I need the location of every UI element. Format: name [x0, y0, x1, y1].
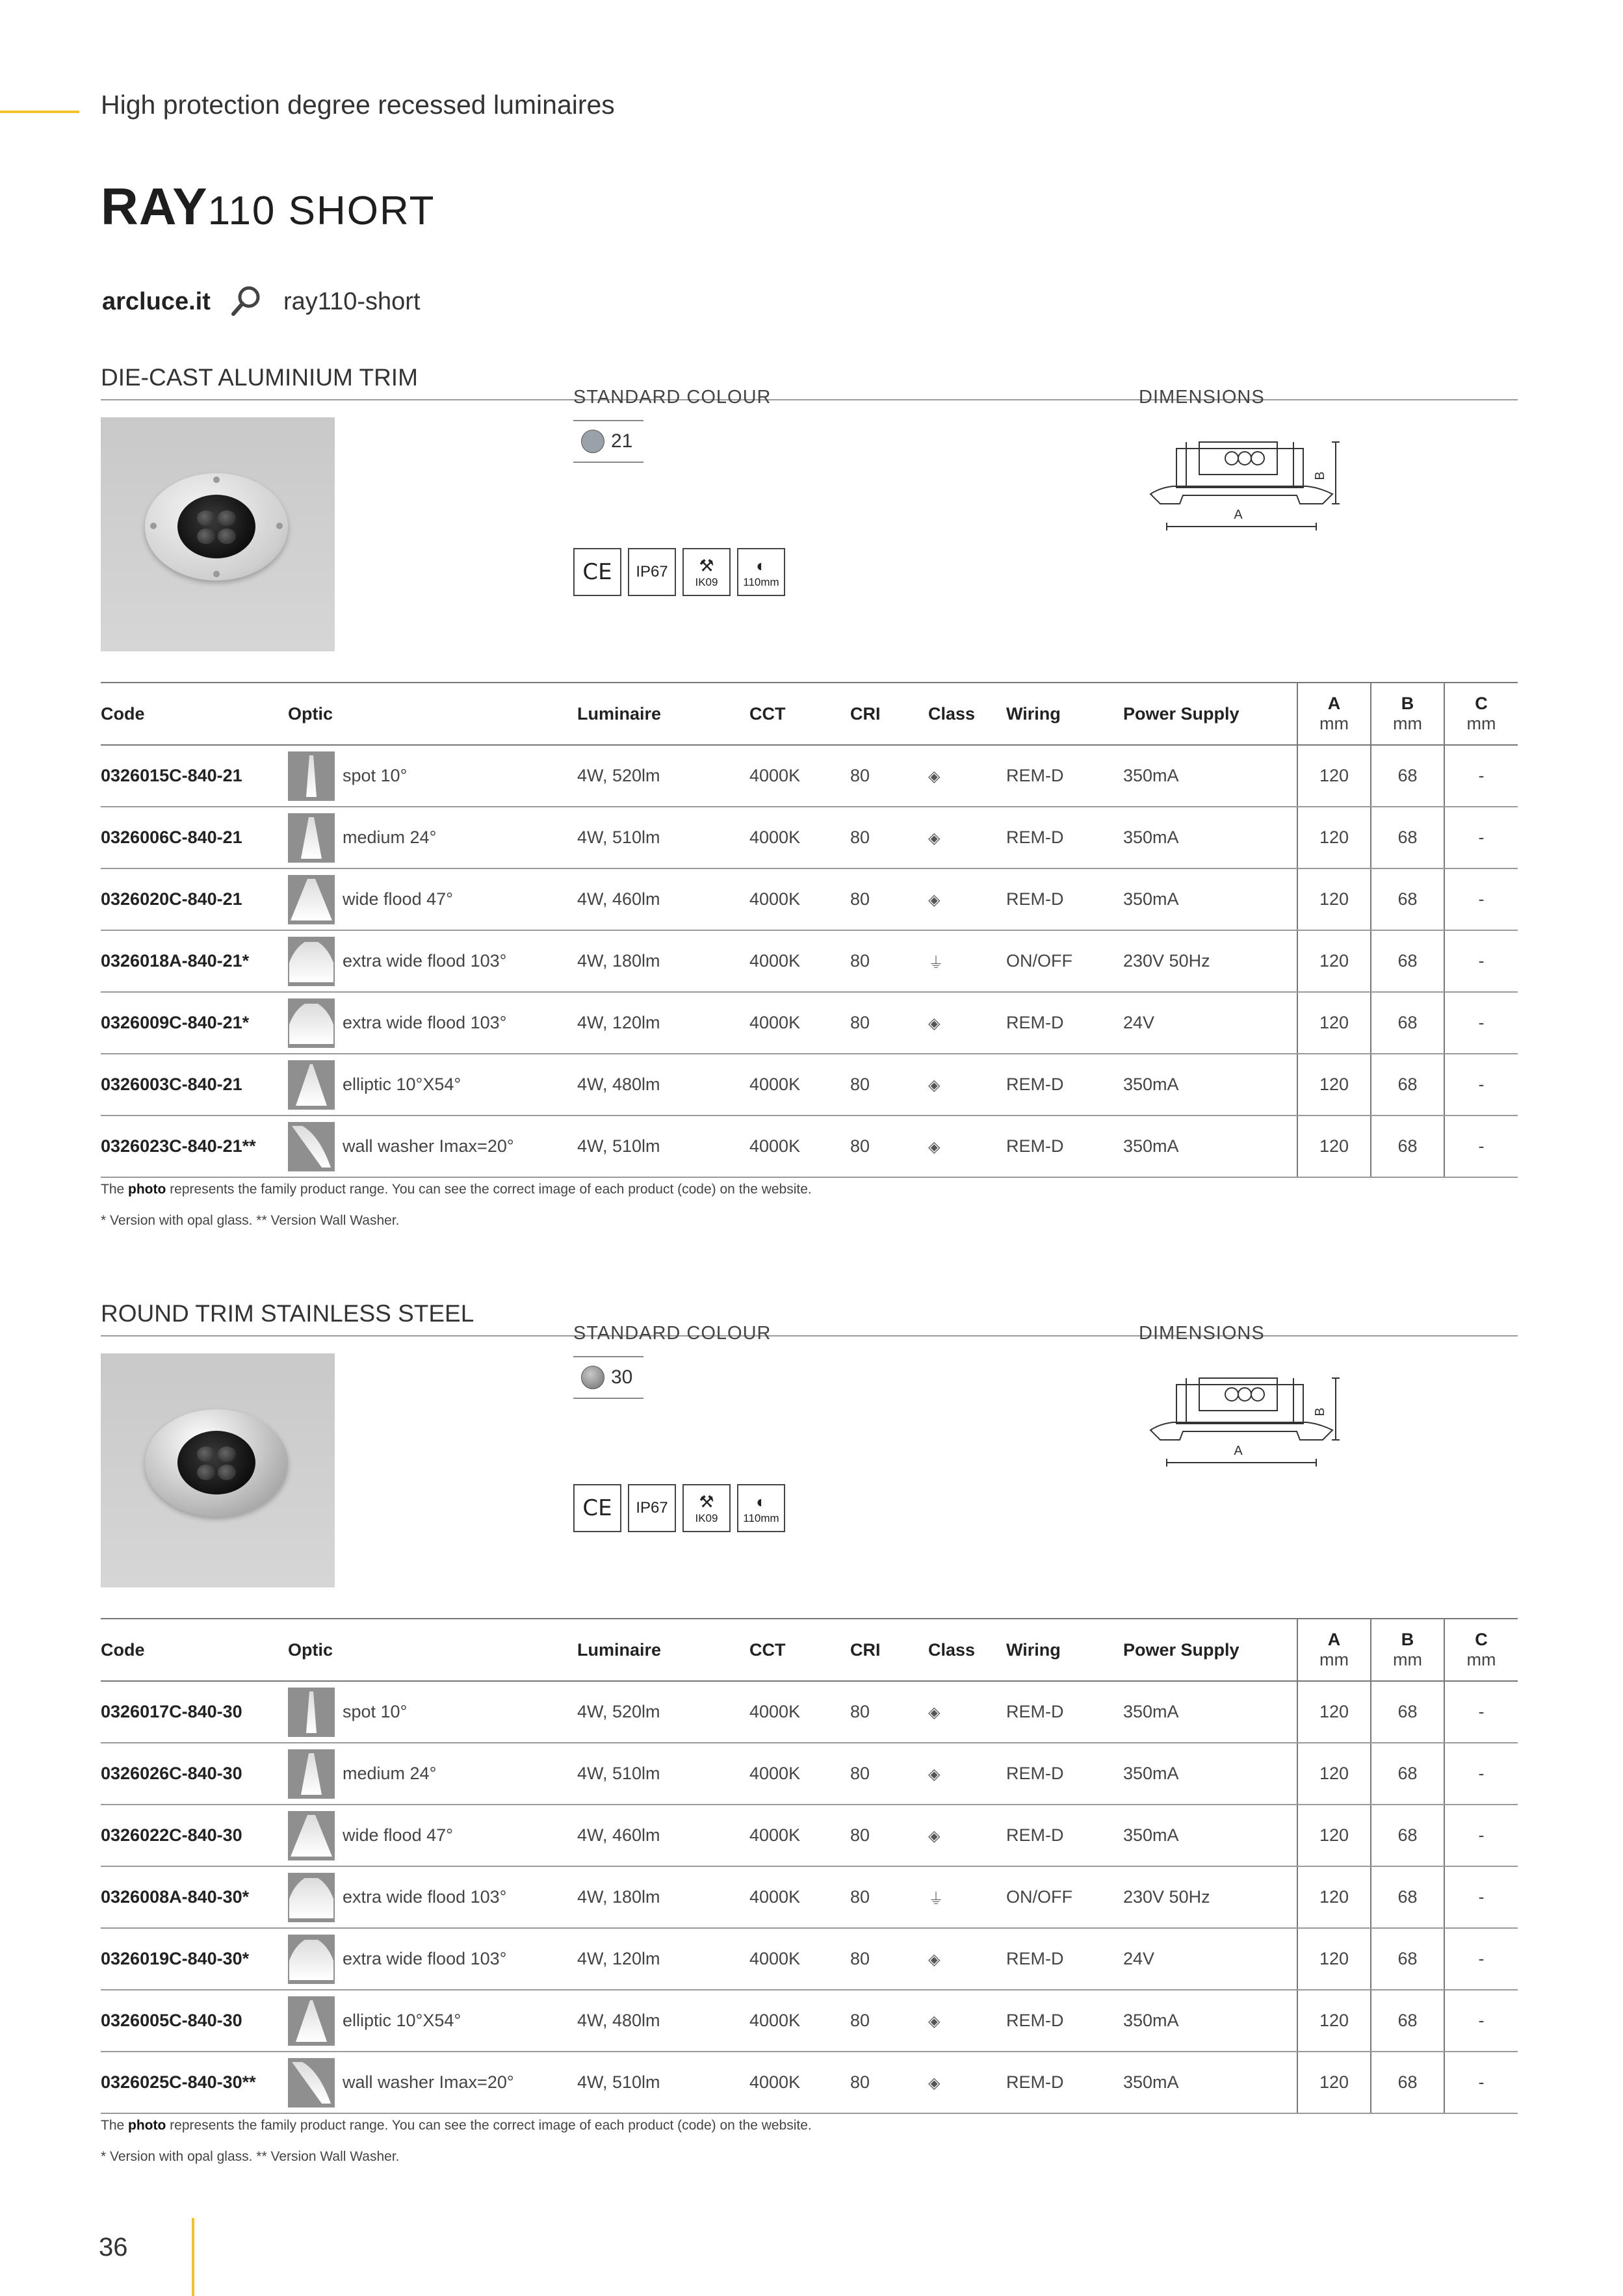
optic-label: extra wide flood 103°: [343, 1013, 507, 1032]
wiring-value: REM-D: [1006, 745, 1123, 807]
colour-code: 30: [611, 1366, 633, 1388]
dim-c-value: -: [1444, 1928, 1518, 1990]
table-row: [101, 807, 1518, 868]
class-iii-icon: ◈: [928, 1115, 1006, 1177]
col-optic: Optic: [288, 683, 577, 745]
ik-rating-icon: ⚒ IK09: [682, 1484, 731, 1532]
wiring-value: REM-D: [1006, 1805, 1123, 1866]
wiring-value: REM-D: [1006, 1990, 1123, 2052]
product-title-light: 110 SHORT: [207, 189, 435, 233]
cct-value: 4000K: [749, 807, 850, 868]
power-value: 350mA: [1123, 1054, 1297, 1115]
col-code: Code: [101, 683, 288, 745]
optic-label: elliptic 10°X54°: [343, 2011, 461, 2030]
optic-label: spot 10°: [343, 1702, 408, 1721]
product-photo: [101, 1353, 335, 1587]
col-wiring: Wiring: [1006, 683, 1123, 745]
power-value: 350mA: [1123, 745, 1297, 807]
col-luminaire: Luminaire: [577, 683, 749, 745]
wiring-value: REM-D: [1006, 1054, 1123, 1115]
dimensions-label: DIMENSIONS: [1139, 387, 1265, 408]
hole-size-icon: ◐ 110mm: [737, 548, 785, 596]
certification-icons: [573, 1484, 785, 1532]
dim-a-value: 120: [1297, 1115, 1371, 1177]
dim-c-value: -: [1444, 1743, 1518, 1805]
cct-value: 4000K: [749, 930, 850, 992]
power-value: 230V 50Hz: [1123, 1866, 1297, 1928]
dim-b-value: 68: [1371, 1928, 1444, 1990]
luminaire-value: 4W, 510lm: [577, 1743, 749, 1805]
power-value: 230V 50Hz: [1123, 930, 1297, 992]
ce-mark-icon: CE: [573, 1484, 621, 1532]
optic-beam-icon: [288, 1935, 335, 1984]
table-row: [101, 1681, 1518, 1743]
dim-b-label: B: [1313, 1407, 1327, 1416]
optic-beam-icon: [288, 1688, 335, 1737]
class-i-icon: ⏚: [928, 930, 1006, 992]
dim-a-value: 120: [1297, 1928, 1371, 1990]
col-luminaire: Luminaire: [577, 1619, 749, 1681]
cri-value: 80: [850, 1681, 928, 1743]
optic-cell: [288, 1928, 577, 1990]
colour-dot: [581, 430, 604, 453]
optic-beam-icon: [288, 937, 335, 986]
wiring-value: REM-D: [1006, 807, 1123, 868]
product-code[interactable]: 0326023C-840-21**: [101, 1115, 288, 1177]
ip-rating-icon: IP67: [628, 1484, 676, 1532]
product-code[interactable]: 0326022C-840-30: [101, 1805, 288, 1866]
optic-label: wall washer Imax=20°: [343, 1136, 514, 1156]
optic-cell: [288, 1054, 577, 1115]
optic-beam-icon: [288, 875, 335, 924]
product-code[interactable]: 0326009C-840-21*: [101, 992, 288, 1054]
wiring-value: REM-D: [1006, 1928, 1123, 1990]
wiring-value: REM-D: [1006, 2052, 1123, 2113]
dim-a-value: 120: [1297, 868, 1371, 930]
cct-value: 4000K: [749, 1805, 850, 1866]
version-note: * Version with opal glass. ** Version Wall Washer.: [101, 1213, 400, 1228]
optic-label: wide flood 47°: [343, 889, 453, 909]
power-value: 350mA: [1123, 807, 1297, 868]
optic-label: elliptic 10°X54°: [343, 1075, 461, 1094]
ce-mark-icon: CE: [573, 548, 621, 596]
class-iii-icon: ◈: [928, 1990, 1006, 2052]
dim-c-value: -: [1444, 1990, 1518, 2052]
product-title: [101, 177, 435, 237]
optic-label: medium 24°: [343, 828, 437, 847]
dim-b-value: 68: [1371, 2052, 1444, 2113]
section-title: ROUND TRIM STAINLESS STEEL: [101, 1300, 1518, 1337]
wiring-value: REM-D: [1006, 868, 1123, 930]
dim-a-value: 120: [1297, 930, 1371, 992]
cct-value: 4000K: [749, 1054, 850, 1115]
optic-cell: [288, 992, 577, 1054]
col-a: A mm: [1297, 1619, 1371, 1681]
optic-beam-icon: [288, 1749, 335, 1799]
optic-label: medium 24°: [343, 1764, 437, 1783]
col-b: B mm: [1371, 683, 1444, 745]
cri-value: 80: [850, 1054, 928, 1115]
class-iii-icon: ◈: [928, 1743, 1006, 1805]
dim-c-value: -: [1444, 807, 1518, 868]
cct-value: 4000K: [749, 1115, 850, 1177]
luminaire-value: 4W, 480lm: [577, 1990, 749, 2052]
product-code[interactable]: 0326025C-840-30**: [101, 2052, 288, 2113]
hole-size-icon: ◐ 110mm: [737, 1484, 785, 1532]
cri-value: 80: [850, 807, 928, 868]
power-value: 350mA: [1123, 1990, 1297, 2052]
col-cri: CRI: [850, 683, 928, 745]
optic-label: extra wide flood 103°: [343, 951, 507, 971]
page-number: 36: [99, 2233, 128, 2262]
optic-beam-icon: [288, 998, 335, 1048]
dim-c-value: -: [1444, 1866, 1518, 1928]
table-row: [101, 1743, 1518, 1805]
product-code[interactable]: 0326020C-840-21: [101, 868, 288, 930]
dim-c-value: -: [1444, 745, 1518, 807]
col-c: C mm: [1444, 1619, 1518, 1681]
wiring-value: REM-D: [1006, 1681, 1123, 1743]
col-b: B mm: [1371, 1619, 1444, 1681]
dim-b-value: 68: [1371, 745, 1444, 807]
power-value: 24V: [1123, 992, 1297, 1054]
table-row: [101, 2052, 1518, 2113]
class-iii-icon: ◈: [928, 1805, 1006, 1866]
cct-value: 4000K: [749, 1681, 850, 1743]
dimensions-drawing: [1134, 429, 1349, 559]
class-iii-icon: ◈: [928, 807, 1006, 868]
col-wiring: Wiring: [1006, 1619, 1123, 1681]
table-row: [101, 1990, 1518, 2052]
class-iii-icon: ◈: [928, 1928, 1006, 1990]
optic-label: extra wide flood 103°: [343, 1949, 507, 1968]
col-class: Class: [928, 683, 1006, 745]
dim-b-label: B: [1313, 471, 1327, 480]
product-code[interactable]: 0326019C-840-30*: [101, 1928, 288, 1990]
class-i-icon: ⏚: [928, 1866, 1006, 1928]
power-value: 350mA: [1123, 868, 1297, 930]
cri-value: 80: [850, 1805, 928, 1866]
cri-value: 80: [850, 1115, 928, 1177]
version-note: * Version with opal glass. ** Version Wall Washer.: [101, 2149, 400, 2164]
dim-b-value: 68: [1371, 1115, 1444, 1177]
luminaire-value: 4W, 510lm: [577, 1115, 749, 1177]
luminaire-value: 4W, 510lm: [577, 807, 749, 868]
optic-beam-icon: [288, 1060, 335, 1110]
dim-c-value: -: [1444, 1115, 1518, 1177]
dim-b-value: 68: [1371, 1681, 1444, 1743]
table-body: [101, 1681, 1518, 2113]
table-header-row: [101, 683, 1518, 745]
col-class: Class: [928, 1619, 1006, 1681]
table-body: [101, 745, 1518, 1177]
cri-value: 80: [850, 1743, 928, 1805]
power-value: 350mA: [1123, 1115, 1297, 1177]
class-iii-icon: ◈: [928, 868, 1006, 930]
table-row: [101, 1115, 1518, 1177]
luminaire-value: 4W, 120lm: [577, 992, 749, 1054]
section-stainless-steel: [101, 1300, 1518, 2171]
dim-b-value: 68: [1371, 1866, 1444, 1928]
dim-a-label: A: [1234, 508, 1243, 522]
product-photo: [101, 417, 335, 651]
colour-swatch: [573, 420, 643, 463]
cct-value: 4000K: [749, 1743, 850, 1805]
luminaire-value: 4W, 120lm: [577, 1928, 749, 1990]
cct-value: 4000K: [749, 868, 850, 930]
product-code[interactable]: 0326008A-840-30*: [101, 1866, 288, 1928]
ik-rating-icon: ⚒ IK09: [682, 548, 731, 596]
photo-note: The photo represents the family product range. You can see the correct image of each product (code) on the website.: [101, 2118, 812, 2133]
optic-cell: [288, 1866, 577, 1928]
section-title: DIE-CAST ALUMINIUM TRIM: [101, 364, 1518, 400]
class-iii-icon: ◈: [928, 2052, 1006, 2113]
dim-b-value: 68: [1371, 807, 1444, 868]
luminaire-value: 4W, 180lm: [577, 1866, 749, 1928]
dim-c-value: -: [1444, 1805, 1518, 1866]
cct-value: 4000K: [749, 1928, 850, 1990]
dim-b-value: 68: [1371, 1743, 1444, 1805]
power-value: 24V: [1123, 1928, 1297, 1990]
dim-c-value: -: [1444, 1681, 1518, 1743]
website-link[interactable]: arcluce.it: [102, 288, 211, 315]
optic-cell: [288, 1681, 577, 1743]
ip-rating-icon: IP67: [628, 548, 676, 596]
product-code[interactable]: 0326003C-840-21: [101, 1054, 288, 1115]
optic-beam-icon: [288, 751, 335, 801]
table-row: [101, 868, 1518, 930]
cri-value: 80: [850, 992, 928, 1054]
power-value: 350mA: [1123, 1805, 1297, 1866]
search-query[interactable]: ray110-short: [283, 288, 421, 315]
dim-a-value: 120: [1297, 1990, 1371, 2052]
luminaire-value: 4W, 520lm: [577, 745, 749, 807]
cri-value: 80: [850, 930, 928, 992]
optic-cell: [288, 1990, 577, 2052]
product-code[interactable]: 0326006C-840-21: [101, 807, 288, 868]
dim-b-value: 68: [1371, 868, 1444, 930]
optic-cell: [288, 868, 577, 930]
col-cri: CRI: [850, 1619, 928, 1681]
luminaire-image: [145, 1409, 288, 1517]
table-header-row: [101, 1619, 1518, 1681]
class-iii-icon: ◈: [928, 745, 1006, 807]
optic-cell: [288, 2052, 577, 2113]
col-c: C mm: [1444, 683, 1518, 745]
col-power: Power Supply: [1123, 683, 1297, 745]
class-iii-icon: ◈: [928, 1681, 1006, 1743]
product-table: [101, 1618, 1518, 2114]
table-row: [101, 745, 1518, 807]
optic-label: wall washer Imax=20°: [343, 2072, 514, 2092]
colour-swatch: [573, 1356, 643, 1399]
cri-value: 80: [850, 2052, 928, 2113]
luminaire-image: [145, 473, 288, 581]
optic-label: spot 10°: [343, 766, 408, 785]
optic-cell: [288, 1743, 577, 1805]
dim-c-value: -: [1444, 992, 1518, 1054]
dim-a-value: 120: [1297, 745, 1371, 807]
cri-value: 80: [850, 745, 928, 807]
dim-a-value: 120: [1297, 1681, 1371, 1743]
dim-c-value: -: [1444, 930, 1518, 992]
dim-a-value: 120: [1297, 1743, 1371, 1805]
table-row: [101, 930, 1518, 992]
luminaire-value: 4W, 180lm: [577, 930, 749, 992]
class-iii-icon: ◈: [928, 992, 1006, 1054]
luminaire-value: 4W, 520lm: [577, 1681, 749, 1743]
wiring-value: ON/OFF: [1006, 930, 1123, 992]
standard-colour-label: STANDARD COLOUR: [573, 387, 772, 408]
col-code: Code: [101, 1619, 288, 1681]
optic-cell: [288, 1805, 577, 1866]
col-optic: Optic: [288, 1619, 577, 1681]
optic-beam-icon: [288, 1122, 335, 1171]
table-row: [101, 992, 1518, 1054]
luminaire-value: 4W, 460lm: [577, 1805, 749, 1866]
cri-value: 80: [850, 1990, 928, 2052]
power-value: 350mA: [1123, 1743, 1297, 1805]
cct-value: 4000K: [749, 745, 850, 807]
col-cct: CCT: [749, 683, 850, 745]
optic-cell: [288, 745, 577, 807]
dim-c-value: -: [1444, 1054, 1518, 1115]
category-heading: High protection degree recessed luminaires: [101, 90, 615, 120]
dim-c-value: -: [1444, 868, 1518, 930]
luminaire-value: 4W, 480lm: [577, 1054, 749, 1115]
col-cct: CCT: [749, 1619, 850, 1681]
power-value: 350mA: [1123, 2052, 1297, 2113]
cri-value: 80: [850, 1928, 928, 1990]
luminaire-value: 4W, 460lm: [577, 868, 749, 930]
class-iii-icon: ◈: [928, 1054, 1006, 1115]
header-accent-line: [0, 111, 79, 113]
col-a: A mm: [1297, 683, 1371, 745]
table-row: [101, 1866, 1518, 1928]
optic-cell: [288, 930, 577, 992]
optic-beam-icon: [288, 1811, 335, 1860]
col-power: Power Supply: [1123, 1619, 1297, 1681]
optic-cell: [288, 807, 577, 868]
optic-beam-icon: [288, 1873, 335, 1922]
wiring-value: REM-D: [1006, 1115, 1123, 1177]
wiring-value: REM-D: [1006, 1743, 1123, 1805]
certification-icons: [573, 548, 785, 596]
table-row: [101, 1928, 1518, 1990]
optic-beam-icon: [288, 2058, 335, 2107]
standard-colour-label: STANDARD COLOUR: [573, 1323, 772, 1344]
cct-value: 4000K: [749, 1866, 850, 1928]
cct-value: 4000K: [749, 992, 850, 1054]
product-code[interactable]: 0326018A-840-21*: [101, 930, 288, 992]
luminaire-value: 4W, 510lm: [577, 2052, 749, 2113]
cri-value: 80: [850, 868, 928, 930]
cct-value: 4000K: [749, 1990, 850, 2052]
dim-b-value: 68: [1371, 992, 1444, 1054]
dim-b-value: 68: [1371, 930, 1444, 992]
product-code[interactable]: 0326015C-840-21: [101, 745, 288, 807]
dimensions-label: DIMENSIONS: [1139, 1323, 1265, 1344]
optic-cell: [288, 1115, 577, 1177]
wiring-value: REM-D: [1006, 992, 1123, 1054]
dim-a-value: 120: [1297, 1054, 1371, 1115]
dim-b-value: 68: [1371, 1054, 1444, 1115]
dim-b-value: 68: [1371, 1990, 1444, 2052]
search-icon[interactable]: [229, 283, 264, 319]
footer-accent-line: [192, 2218, 194, 2296]
table-row: [101, 1805, 1518, 1866]
cct-value: 4000K: [749, 2052, 850, 2113]
colour-code: 21: [611, 430, 633, 452]
optic-label: extra wide flood 103°: [343, 1887, 507, 1907]
colour-dot: [581, 1366, 604, 1389]
dim-a-label: A: [1234, 1444, 1243, 1458]
product-title-bold: RAY: [101, 177, 208, 235]
dim-a-value: 120: [1297, 2052, 1371, 2113]
dimensions-drawing: [1134, 1365, 1349, 1495]
product-table: [101, 682, 1518, 1178]
section-die-cast: [101, 364, 1518, 1235]
optic-beam-icon: [288, 1996, 335, 2046]
dim-c-value: -: [1444, 2052, 1518, 2113]
wiring-value: ON/OFF: [1006, 1866, 1123, 1928]
product-code[interactable]: 0326026C-840-30: [101, 1743, 288, 1805]
optic-beam-icon: [288, 813, 335, 863]
optic-label: wide flood 47°: [343, 1825, 453, 1845]
product-code[interactable]: 0326017C-840-30: [101, 1681, 288, 1743]
cri-value: 80: [850, 1866, 928, 1928]
dim-a-value: 120: [1297, 992, 1371, 1054]
power-value: 350mA: [1123, 1681, 1297, 1743]
product-code[interactable]: 0326005C-840-30: [101, 1990, 288, 2052]
photo-note: The photo represents the family product range. You can see the correct image of each product (code) on the website.: [101, 1182, 812, 1197]
table-row: [101, 1054, 1518, 1115]
dim-b-value: 68: [1371, 1805, 1444, 1866]
dim-a-value: 120: [1297, 1805, 1371, 1866]
dim-a-value: 120: [1297, 1866, 1371, 1928]
dim-a-value: 120: [1297, 807, 1371, 868]
